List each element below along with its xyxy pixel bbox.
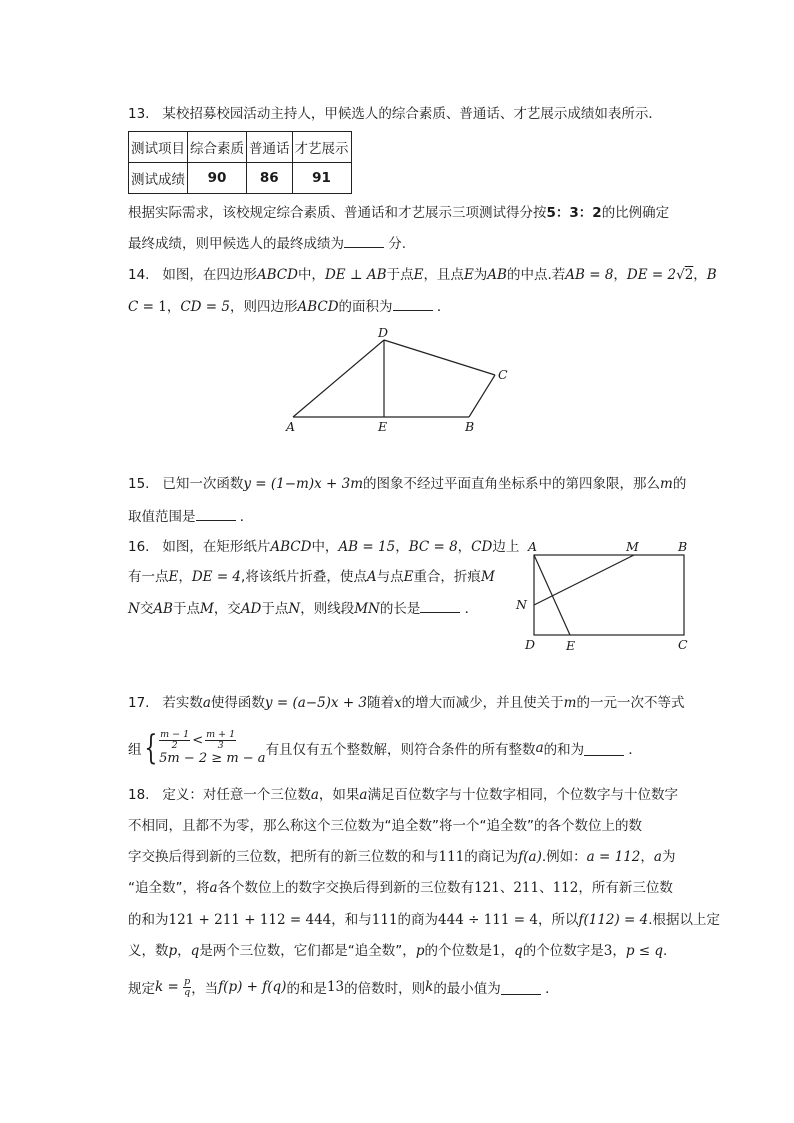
q13-stem: 13. 某校招募校园活动主持人，甲候选人的综合素质、普通话、才艺展示成绩如表所示． [128,106,662,122]
q18-line-3: 字交换后得到新的三位数，把所有的新三位数的和与111的商记为f(a).例如：a = 112，a为 [128,849,676,865]
table-header-cell: 测试项目 [129,132,188,163]
answer-blank[interactable] [344,233,384,248]
q18-line-4: “追全数”，将a各个数位上的数字交换后得到新的三位数有121、211、112，所有新三位数 [128,880,673,896]
q14-line-2: C = 1，CD = 5，则四边形ABCD的面积为 ． [128,296,450,317]
label-b: B [465,419,475,434]
brace: { [143,728,157,768]
q18-line-6: 义，数p，q是两个三位数，它们都是“追全数”，p的个位数是1，q的个位数字是3，p ≤ q. [128,943,668,959]
segment-cb [469,375,495,417]
label-d: D [378,325,389,340]
label-n: N [516,597,527,612]
table-header-cell: 综合素质 [188,132,247,163]
label-m: M [626,539,639,554]
inequality-2: 5m − 2 ≥ m − a [159,750,266,766]
q15-line-2: 取值范围是 ． [128,506,253,527]
inequality-1: $\frac{m - 1}{2}$ < $\frac{m + 1}{3}$ [160,728,236,751]
table-cell: 90 [188,163,247,194]
q16-number: 16. [128,539,150,555]
inequality-system [159,730,265,767]
q17-line-2: 组 { $\frac{m - 1}{2}$ < $\frac{m + 1}{3}$ 5m − 2 ≥ m − a 有且仅有五个整数解，则符合条件的所有整数 a 的和为 ． [128,728,642,768]
q17-line-1: 17. 若实数a使得函数y = (a−5)x + 3随着x的增大而减少，并且使关于m的一元一次不等式 [128,695,685,711]
table-cell: 86 [247,163,293,194]
label-e: E [378,419,388,434]
segment-dc [384,340,495,375]
label-a: A [528,539,538,554]
label-b: B [678,539,688,554]
answer-blank[interactable] [420,598,460,613]
q18-line-1: 18. 定义：对任意一个三位数a，如果a满足百位数字与十位数字相同，个位数字与十位数字 [128,787,678,803]
table-header-row [129,132,352,163]
label-a: A [286,419,296,434]
table-header-cell: 普通话 [247,132,293,163]
q13-ratio: 5：3：2 [546,205,602,221]
q14-quadrilateral-figure [282,324,512,436]
q16-rectangle-figure [513,537,693,655]
label-d: D [525,637,536,652]
table-row-label: 测试成绩 [129,163,188,194]
answer-blank[interactable] [584,741,624,756]
q13-score-table [128,131,352,194]
label-e: E [566,638,576,653]
q13-text-line-1: 根据实际需求，该校规定综合素质、普通话和才艺展示三项测试得分按5：3：2的比例确定 [128,205,670,221]
q13-number: 13. [128,106,150,122]
answer-blank[interactable] [501,980,541,995]
q13-text-line-2: 最终成绩，则甲候选人的最终成绩为 分. [128,233,406,254]
segment-ae [534,555,570,635]
answer-blank[interactable] [196,506,236,521]
answer-blank[interactable] [393,296,433,311]
q14-number: 14. [128,267,150,283]
q16-line-1: 16. 如图，在矩形纸片ABCD中，AB = 15，BC = 8，CD边上 [128,539,520,555]
table-header-cell: 才艺展示 [292,132,351,163]
q18-number: 18. [128,787,150,803]
label-c: C [498,367,508,382]
q14-line-1: 14. 如图，在四边形ABCD中，DE ⊥ AB于点E，且点E为AB的中点.若AB = 8，DE = 2√2，B [128,267,717,283]
label-c: C [678,637,688,652]
table-cell: 91 [292,163,351,194]
fraction-p-over-q: $\frac{p}{q}$ [184,975,191,998]
q15-number: 15. [128,476,150,492]
fold-line-mn [534,555,634,605]
q16-line-3: N交AB于点M，交AD于点N，则线段MN的长是 ． [128,598,478,619]
q18-line-5: 的和为121 + 211 + 112 = 444，和与111的商为444 ÷ 111 = 4，所以f(112) = 4.根据以上定 [128,912,721,928]
q18-line-2: 不相同，且都不为零，那么称这个三位数为“追全数”将一个“追全数”的各个数位上的数 [128,818,642,834]
q18-line-7: 规定 k = $\frac{p}{q}$ ，当 f(p) + f(q) 的和是 13 的倍数时，则 k 的最小值为 ． [128,975,559,998]
q15-line-1: 15. 已知一次函数y = (1−m)x + 3m的图象不经过平面直角坐标系中的第四象限，那么m的 [128,476,687,492]
table-row [129,163,352,194]
segment-ad [293,340,384,417]
q16-line-2: 有一点E，DE = 4,将该纸片折叠，使点A与点E重合，折痕M [128,569,495,585]
q17-number: 17. [128,695,150,711]
